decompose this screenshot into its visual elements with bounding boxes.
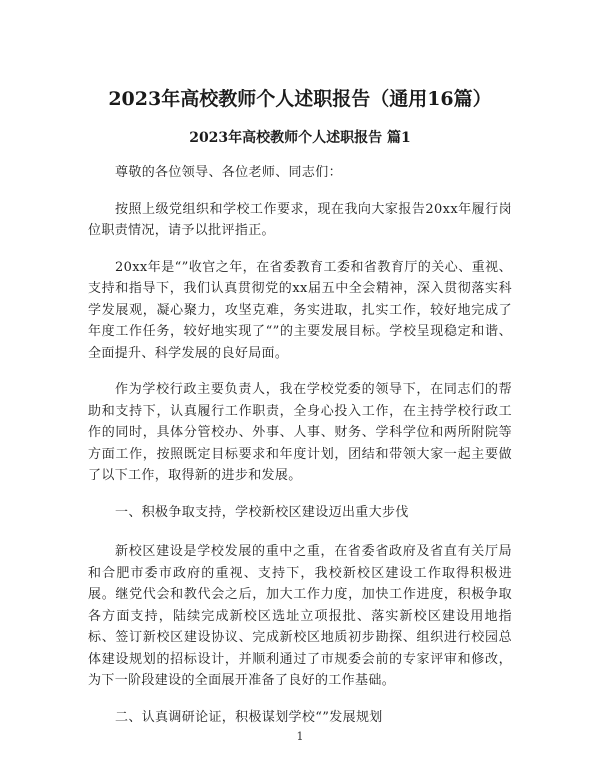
paragraph-intro: 按照上级党组织和学校工作要求，现在我向大家报告20xx年履行岗位职责情况，请予以批评指正。 [88, 201, 512, 238]
section-title: 2023年高校教师个人述职报告 篇1 [189, 130, 411, 146]
paragraph-salutation: 尊敬的各位领导、各位老师、同志们： [115, 165, 342, 180]
subheading-planning: 二、认真调研论证，积极谋划学校“”发展规划 [115, 709, 383, 725]
page-number: 1 [296, 730, 304, 743]
document-body [88, 162, 512, 743]
document-title: 2023年高校教师个人述职报告（通用16篇） [108, 88, 492, 110]
paragraph-new-campus: 新校区建设是学校发展的重中之重，在省委省政府及省直有关厅局和合肥市委市政府的重视、支持下，我校新校区建设工作取得积极进展。继党代会和教代会之后，加大工作力度，加快工作进度，积极争取各方面支持，陆续完成新校区选址立项报批、落实新校区建设用地指标、签订新校区建设协议、完成新校区地质初步勘探、组织进行校园总体建设规划的招标设计，并顺利通过了市规委会前的专家评审和修改，为下一阶段建设的全面展开准备了良好的工作基础。 [88, 544, 512, 688]
paragraph-overview: 20xx年是“”收官之年，在省委教育工委和省教育厅的关心、重视、支持和指导下，我们认真贯彻党的xx届五中全会精神，深入贯彻落实科学发展观，凝心聚力，攻坚克难，务实进取，扎实工作，较好地完成了年度工作任务，较好地实现了“”的主要发展目标。学校呈现稳定和谐、全面提升、科学发展的良好局面。 [88, 259, 512, 361]
subheading-new-campus: 一、积极争取支持，学校新校区建设迈出重大步伐 [115, 504, 409, 520]
paragraph-responsibilities: 作为学校行政主要负责人，我在学校党委的领导下，在同志们的帮助和支持下，认真履行工作职责，全身心投入工作，在主持学校行政工作的同时，具体分管校办、外事、人事、财务、学科学位和两所附院等方面工作，按照既定目标要求和年度计划，团结和带领大家一起主要做了以下工作，取得新的进步和发展。 [88, 382, 512, 483]
